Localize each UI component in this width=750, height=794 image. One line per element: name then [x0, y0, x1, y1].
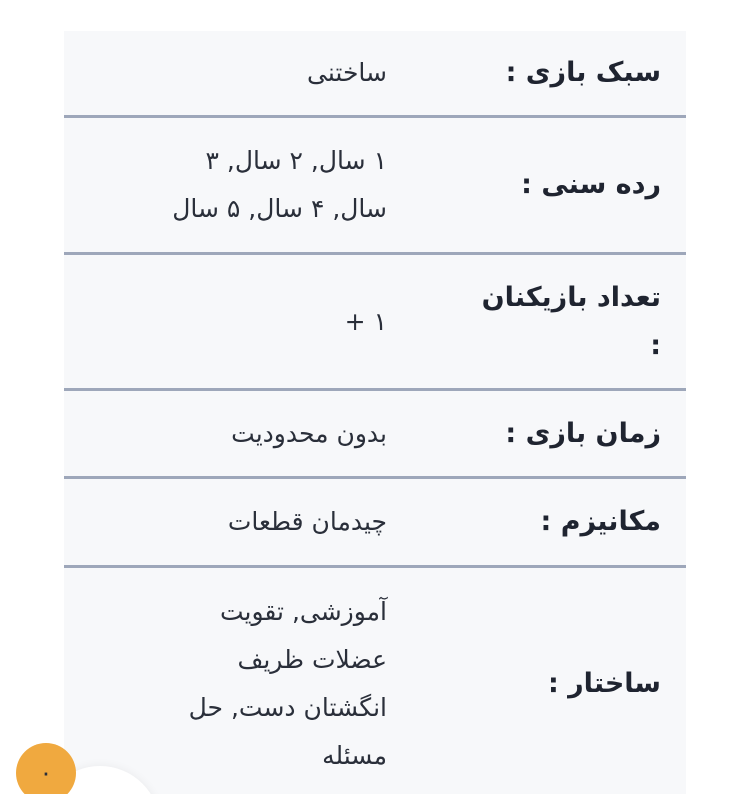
spec-value-line: سال, ۴ سال, ۵ سال: [172, 194, 387, 223]
spec-value: چیدمان قطعات: [227, 507, 387, 536]
spec-value: [64, 588, 412, 780]
spec-row-mechanism: [64, 479, 686, 568]
spec-label: مکانیزم :: [540, 506, 661, 537]
spec-value-line: مسئله: [322, 741, 387, 770]
spec-value-line: عضلات ظریف: [237, 645, 387, 674]
spec-value-line: ۱ سال, ۲ سال, ۳: [205, 146, 387, 175]
spec-row-play-time: [64, 391, 686, 479]
spec-label-line: :: [650, 329, 661, 361]
spec-value-line: انگشتان دست, حل: [188, 693, 387, 722]
spec-row-age-range: [64, 118, 686, 255]
spec-value: ساختنی: [307, 58, 387, 87]
spec-value: [64, 137, 412, 233]
spec-value: ۱ +: [344, 306, 387, 336]
spec-label: رده سنی :: [521, 169, 661, 200]
spec-value: بدون محدودیت: [231, 418, 387, 448]
cart-count-badge[interactable]: ۰: [16, 743, 76, 794]
spec-value-line: آموزشی, تقویت: [219, 597, 387, 626]
spec-label-line: تعداد بازیکنان: [481, 281, 661, 313]
spec-row-game-style: [64, 31, 686, 118]
spec-label: [412, 274, 686, 370]
spec-label: ساختار :: [547, 668, 661, 699]
product-spec-table: [64, 31, 686, 794]
spec-row-structure: [64, 568, 686, 794]
spec-label: سبک بازی :: [505, 57, 661, 88]
spec-label: زمان بازی :: [505, 417, 661, 449]
spec-row-player-count: [64, 255, 686, 391]
